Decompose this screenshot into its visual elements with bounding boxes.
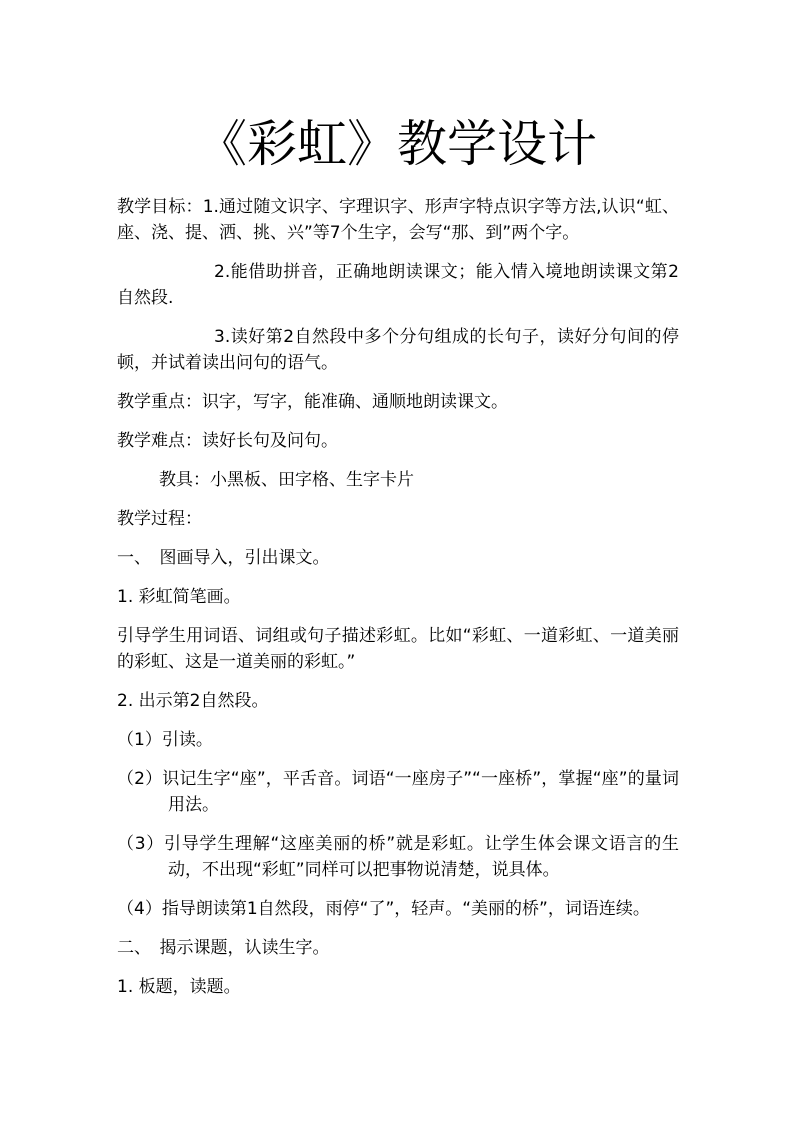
objective-2: 2.能借助拼音，正确地朗读课文；能入情入境地朗读课文第2自然段. — [117, 262, 679, 308]
section-1-heading: 一、 图画导入，引出课文。 — [117, 548, 330, 568]
process-heading: 教学过程： — [117, 509, 202, 529]
step-3: （3）引导学生理解“这座美丽的桥”就是彩虹。让学生体会课文语言的生动，不出现“彩虹”同样可以把事物说清楚，说具体。 — [117, 834, 679, 880]
objective-1: 教学目标：1.通过随文识字、字理识字、形声字特点识字等方法,认识“虹、座、浇、提、洒、挑、兴”等7个生字，会写“那、到”两个字。 — [117, 197, 679, 243]
key-points: 教学重点：识字，写字，能准确、通顺地朗读课文。 — [117, 392, 508, 412]
step-1: （1）引读。 — [117, 730, 213, 750]
objective-3: 3.读好第2自然段中多个分句组成的长句子，读好分句间的停顿，并试着读出问句的语气。 — [117, 327, 679, 373]
section-1-item-1: 1. 彩虹简笔画。 — [117, 587, 241, 607]
section-2-heading: 二、 揭示课题，认读生字。 — [117, 938, 330, 958]
teaching-tools: 教具：小黑板、田字格、生字卡片 — [159, 470, 414, 490]
step-2: （2）识记生字“座”，平舌音。词语“一座房子”“一座桥”，掌握“座”的量词用法。 — [117, 769, 679, 815]
step-4: （4）指导朗读第1自然段，雨停“了”，轻声。“美丽的桥”，词语连续。 — [117, 899, 650, 919]
difficulties: 教学难点：读好长句及问句。 — [117, 431, 338, 451]
section-1-item-1-detail: 引导学生用词语、词组或句子描述彩虹。比如“彩虹、一道彩虹、一道美丽的彩虹、这是一道美丽的彩虹。” — [117, 626, 679, 672]
section-1-item-2: 2. 出示第2自然段。 — [117, 691, 269, 711]
document-title: 《彩虹》教学设计 — [197, 115, 597, 173]
section-2-item-1: 1. 板题，读题。 — [117, 977, 241, 997]
document-body — [117, 194, 679, 1013]
